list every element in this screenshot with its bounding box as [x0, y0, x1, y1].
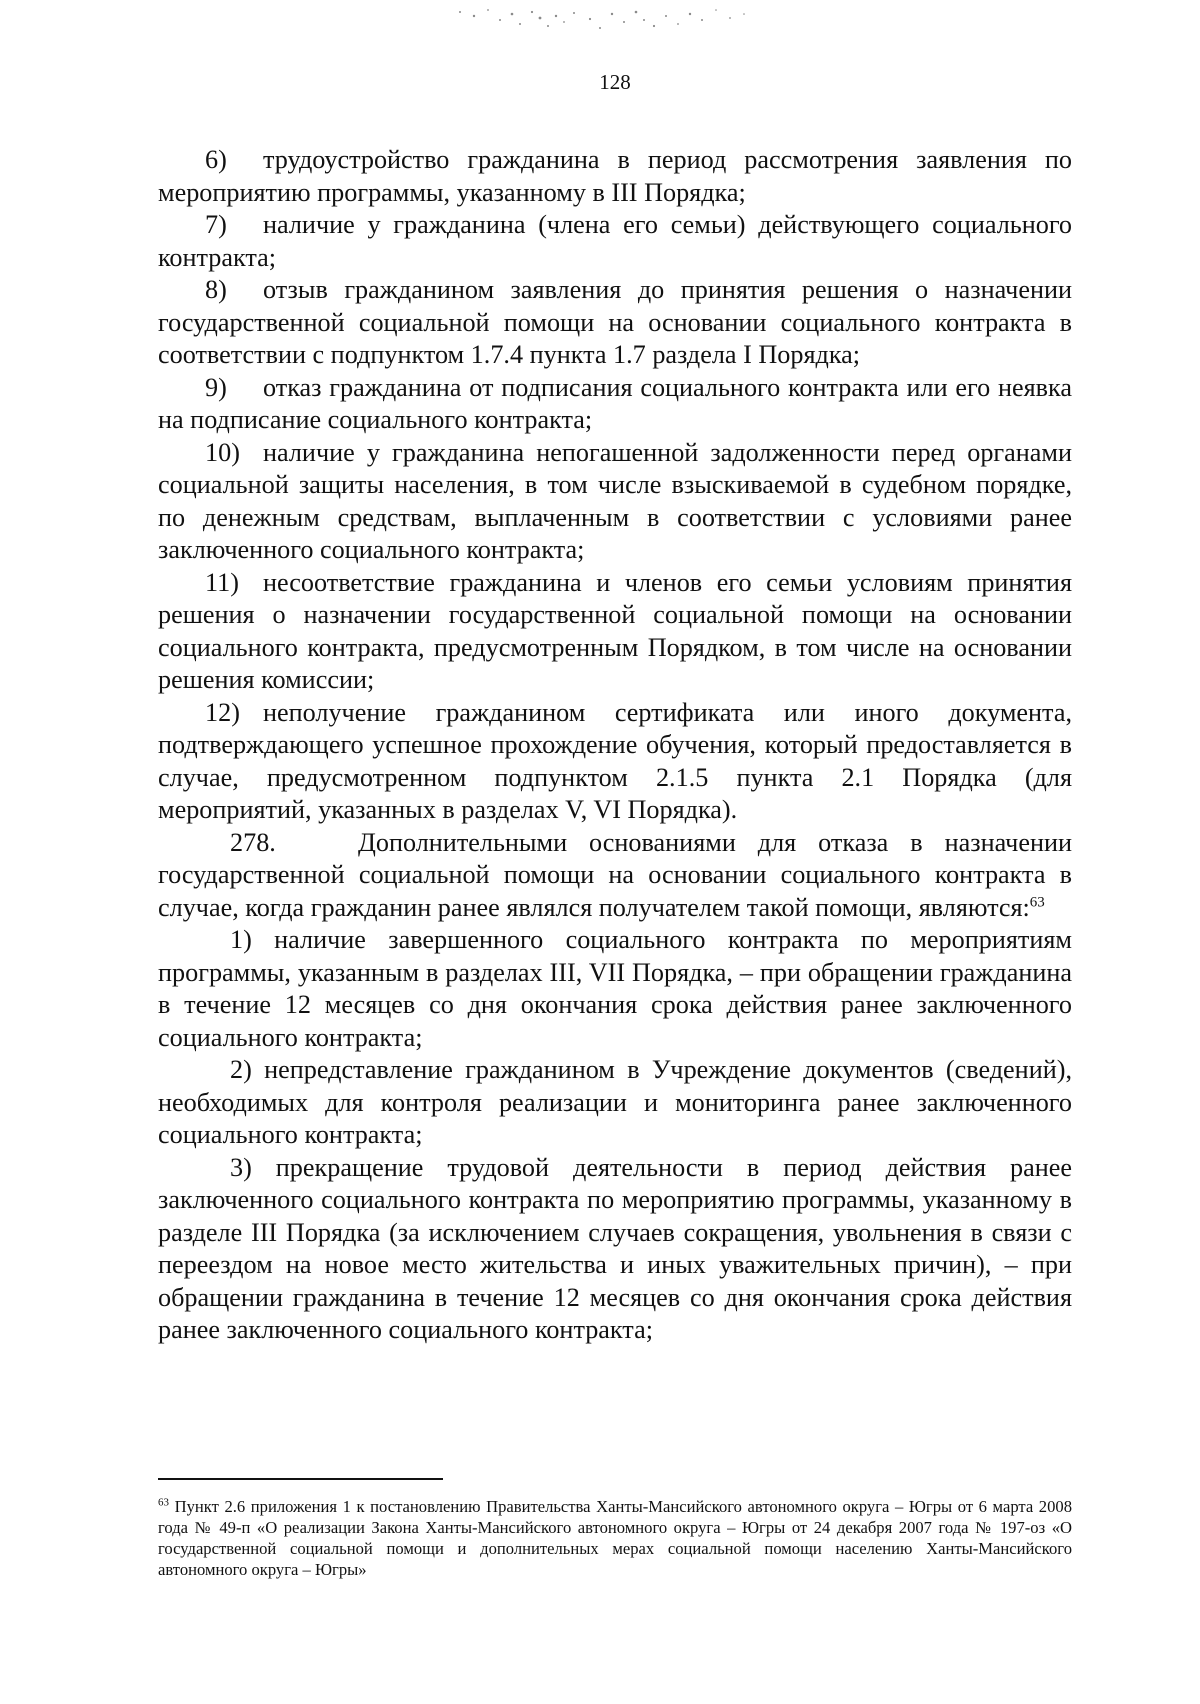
- document-body: [158, 144, 1072, 1347]
- item-text: неполучение гражданином сертификата или иного документа, подтверждающего успешное прохождение обучения, который предоставляется в случае, предусмотренном подпунктом 2.1.5 пункта 2.1 Порядка (для мероприятий, указанных в разделах V, VI Порядка).: [158, 697, 1072, 824]
- item-number: 6): [205, 145, 227, 174]
- list-item: [158, 567, 1072, 697]
- list-item: [158, 209, 1072, 274]
- item-number: 9): [205, 372, 227, 402]
- list-item: [158, 274, 1072, 372]
- list-item: [158, 372, 1072, 437]
- sub-item: 2) непредставление гражданином в Учреждение документов (сведений), необходимых для контроля реализации и мониторинга ранее заключенного социального контракта;: [158, 1055, 1072, 1149]
- item-text: несоответствие гражданина и членов его семьи условиям принятия решения о назначении государственной социальной помощи на основании социального контракта, предусмотренным Порядком, в том числе на основании решения комиссии;: [158, 567, 1072, 694]
- footnote: [158, 1496, 1072, 1580]
- footnote-text: Пункт 2.6 приложения 1 к постановлению Правительства Ханты-Мансийского автономного округа – Югры от 6 марта 2008 года № 49-п «О реализации Закона Ханты-Мансийского автономного округа – Югры от 24 декабря 2007 года № 197-оз «О государственной социальной помощи и дополнительных мерах социальной помощи населению Ханты-Мансийского автономного округа – Югры»: [158, 1497, 1072, 1579]
- item-number: 10): [205, 437, 240, 467]
- page-number: 128: [599, 70, 631, 94]
- sub-item: 1) наличие завершенного социального контракта по мероприятиям программы, указанным в разделах III, VII Порядка, – при обращении гражданина в течение 12 месяцев со дня окончания срока действия ранее заключенного социального контракта;: [158, 925, 1072, 1052]
- item-number: 11): [205, 567, 239, 597]
- list-item: [158, 697, 1072, 827]
- clause-278: [158, 827, 1072, 925]
- item-text: трудоустройство гражданина в период рассмотрения заявления по мероприятию программы, указанному в III Порядка;: [158, 145, 1072, 207]
- list-item: [158, 437, 1072, 567]
- item-text: наличие у гражданина непогашенной задолженности перед органами социальной защиты населения, в том числе взыскиваемой в судебном порядке, по денежным средствам, выплаченным в соответствии с условиями ранее заключенного социального контракта;: [158, 437, 1072, 564]
- item-text: отзыв гражданином заявления до принятия решения о назначении государственной социальной помощи на основании социального контракта в соответствии с подпунктом 1.7.4 пункта 1.7 раздела I Порядка;: [158, 275, 1072, 369]
- clause-number: 278.: [230, 827, 276, 857]
- footnote-divider: [158, 1478, 443, 1480]
- footnote-reference[interactable]: 63: [1029, 893, 1045, 910]
- scan-artifact: [440, 4, 760, 42]
- item-text: наличие у гражданина (члена его семьи) действующего социального контракта;: [158, 210, 1072, 272]
- list-item: [158, 144, 1072, 209]
- item-text: отказ гражданина от подписания социального контракта или его неявка на подписание социального контракта;: [158, 372, 1072, 434]
- sub-item: 3) прекращение трудовой деятельности в период действия ранее заключенного социального контракта по мероприятию программы, указанному в разделе III Порядка (за исключением случаев сокращения, увольнения в связи с переездом на новое место жительства и иных уважительных причин), – при обращении гражданина в течение 12 месяцев со дня окончания срока действия ранее заключенного социального контракта;: [158, 1152, 1072, 1344]
- item-number: 12): [205, 697, 240, 727]
- footnote-number: 63: [158, 1496, 169, 1509]
- item-number: 7): [205, 210, 227, 239]
- item-number: 8): [205, 275, 227, 304]
- clause-text: Дополнительными основаниями для отказа в назначении государственной социальной помощи на основании социального контракта в случае, когда гражданин ранее являлся получателем такой помощи, являются:: [158, 827, 1072, 922]
